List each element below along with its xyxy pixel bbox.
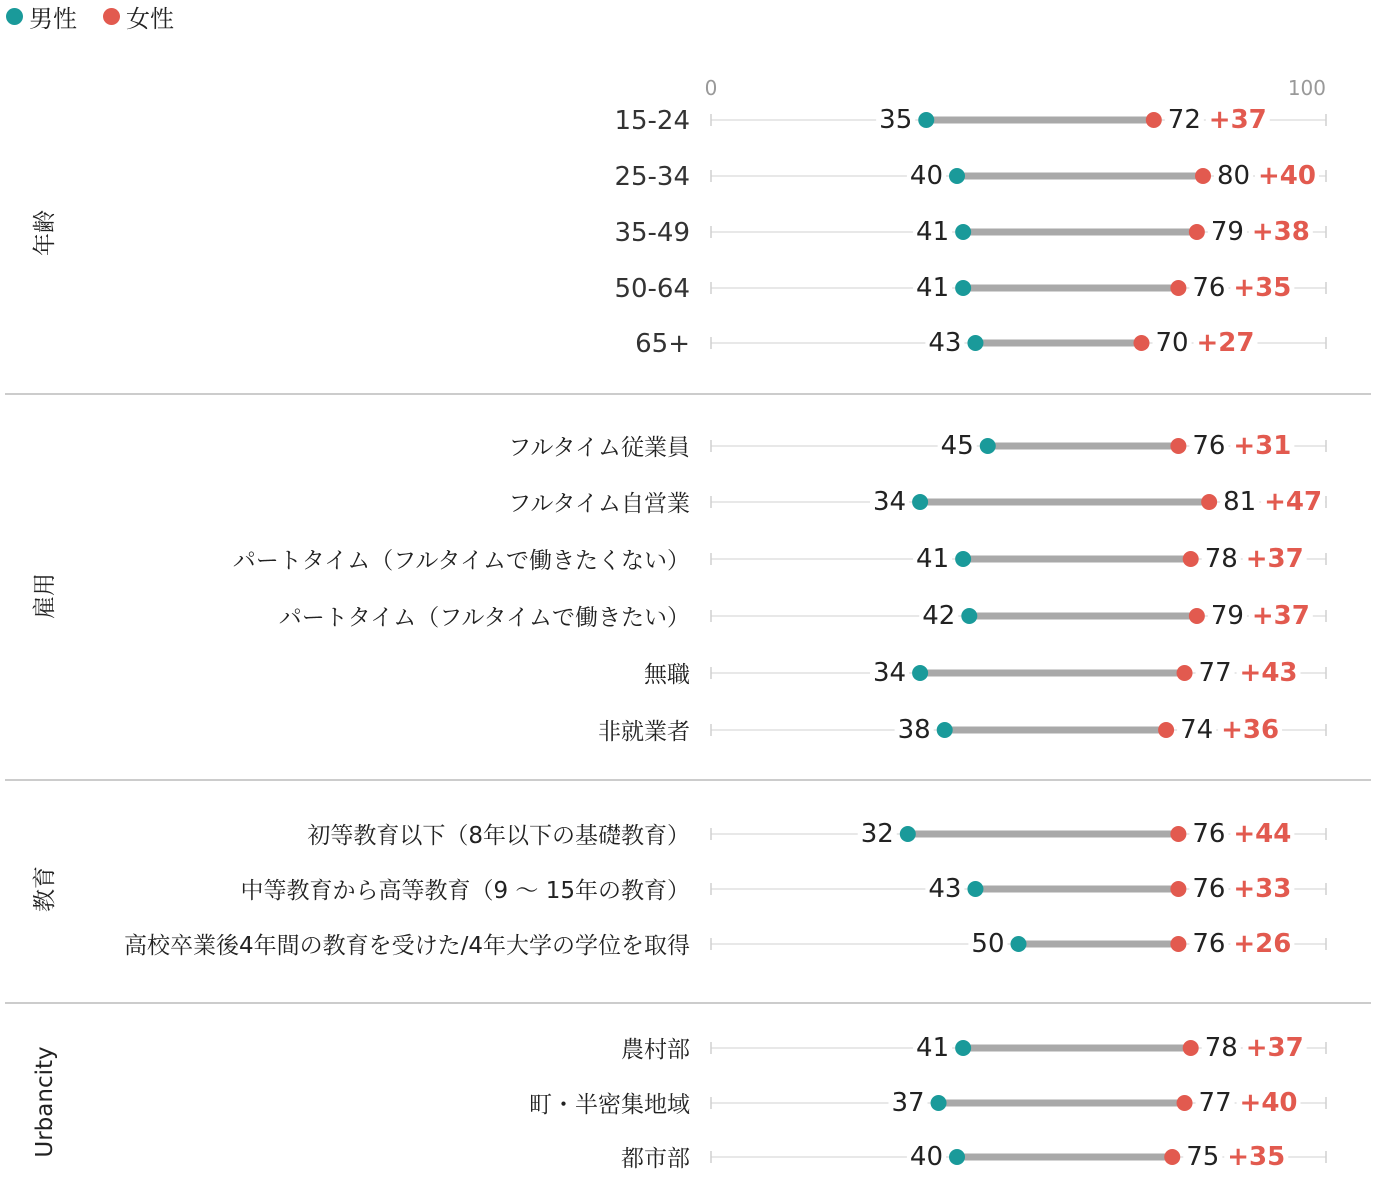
difference-label: +37 [1208,105,1267,135]
row-label: 農村部 [621,1037,690,1063]
female-point [1189,224,1205,240]
difference-label: +37 [1251,601,1310,631]
male-value-label: 43 [928,328,962,358]
row-label: フルタイム従業員 [508,435,690,461]
row-label: 非就業者 [598,719,690,745]
female-point [1183,551,1199,567]
female-value-label: 81 [1223,487,1257,517]
female-value-label: 78 [1204,1033,1238,1063]
female-value-label: 76 [1192,929,1226,959]
female-value-label: 79 [1210,601,1244,631]
male-point [900,826,916,842]
female-point [1134,335,1150,351]
difference-label: +35 [1227,1142,1286,1172]
male-value-label: 40 [909,161,943,191]
female-point [1195,168,1211,184]
axis-tick-label: 0 [704,76,718,100]
row-label: フルタイム自営業 [508,491,690,517]
row-label: 高校卒業後4年間の教育を受けた/4年大学の学位を取得 [123,933,690,959]
female-value-label: 76 [1192,819,1226,849]
row-label: 町・半密集地域 [529,1092,690,1118]
male-value-label: 42 [922,601,956,631]
row-label: 50-64 [614,274,690,304]
male-value-label: 35 [879,105,913,135]
male-point [955,280,971,296]
female-value-label: 77 [1198,658,1232,688]
group-label: 雇用 [32,573,58,619]
female-point [1189,608,1205,624]
male-point [949,1149,965,1165]
difference-label: +40 [1258,161,1316,191]
axis-tick-label: 100 [1287,76,1326,100]
female-point [1170,936,1186,952]
difference-label: +27 [1196,328,1255,358]
difference-label: +36 [1221,715,1280,745]
row-label: 25-34 [614,162,690,192]
group-label: 年齢 [32,210,58,256]
male-value-label: 41 [916,544,950,574]
row-label: 65+ [635,329,690,359]
row-label: 初等教育以下（8年以下の基礎教育） [307,823,690,849]
male-value-label: 40 [909,1142,943,1172]
female-point [1177,1095,1193,1111]
male-value-label: 41 [916,1033,950,1063]
female-value-label: 76 [1192,273,1226,303]
male-point [912,665,928,681]
male-point [937,722,953,738]
row-label: 無職 [644,662,690,688]
difference-label: +44 [1233,819,1292,849]
male-point [955,1040,971,1056]
legend-label-female: 女性 [126,4,174,33]
difference-label: +38 [1251,217,1310,247]
difference-label: +31 [1233,431,1292,461]
male-value-label: 41 [916,217,950,247]
row-label: 中等教育から高等教育（9 〜 15年の教育） [240,878,690,904]
male-value-label: 43 [928,874,962,904]
male-value-label: 34 [873,658,907,688]
row-label: パートタイム（フルタイムで働きたい） [278,605,690,631]
male-point [918,112,934,128]
female-point [1177,665,1193,681]
female-value-label: 70 [1155,328,1189,358]
male-value-label: 45 [940,431,974,461]
male-point [955,551,971,567]
male-point [931,1095,947,1111]
female-value-label: 78 [1204,544,1238,574]
female-point [1170,280,1186,296]
male-point [967,881,983,897]
female-value-label: 76 [1192,874,1226,904]
row-label: パートタイム（フルタイムで働きたくない） [232,548,690,574]
female-point [1164,1149,1180,1165]
female-value-label: 74 [1180,715,1214,745]
male-point [980,438,996,454]
female-point [1170,438,1186,454]
difference-label: +43 [1239,658,1298,688]
female-point [1158,722,1174,738]
female-value-label: 75 [1186,1142,1220,1172]
female-point [1201,494,1217,510]
female-value-label: 80 [1217,161,1251,191]
group-label: Urbancity [32,1046,58,1158]
male-value-label: 41 [916,273,950,303]
female-point [1170,826,1186,842]
difference-label: +26 [1233,929,1292,959]
male-point [967,335,983,351]
difference-label: +37 [1245,1033,1304,1063]
difference-label: +47 [1264,487,1323,517]
male-point [1011,936,1027,952]
male-value-label: 38 [897,715,931,745]
male-value-label: 50 [971,929,1005,959]
female-point [1183,1040,1199,1056]
difference-label: +33 [1233,874,1292,904]
row-label: 15-24 [614,106,690,136]
difference-label: +40 [1239,1088,1298,1118]
male-value-label: 32 [860,819,894,849]
female-point [1170,881,1186,897]
male-value-label: 37 [891,1088,925,1118]
female-value-label: 79 [1210,217,1244,247]
row-label: 35-49 [614,218,690,248]
difference-label: +35 [1233,273,1292,303]
male-point [955,224,971,240]
female-value-label: 72 [1167,105,1201,135]
legend-label-male: 男性 [29,4,77,33]
female-value-label: 76 [1192,431,1226,461]
row-label: 都市部 [621,1146,690,1172]
difference-label: +37 [1245,544,1304,574]
female-value-label: 77 [1198,1088,1232,1118]
male-value-label: 34 [873,487,907,517]
male-point [949,168,965,184]
female-point [1146,112,1162,128]
male-point [912,494,928,510]
male-point [961,608,977,624]
group-label: 教育 [32,866,58,912]
